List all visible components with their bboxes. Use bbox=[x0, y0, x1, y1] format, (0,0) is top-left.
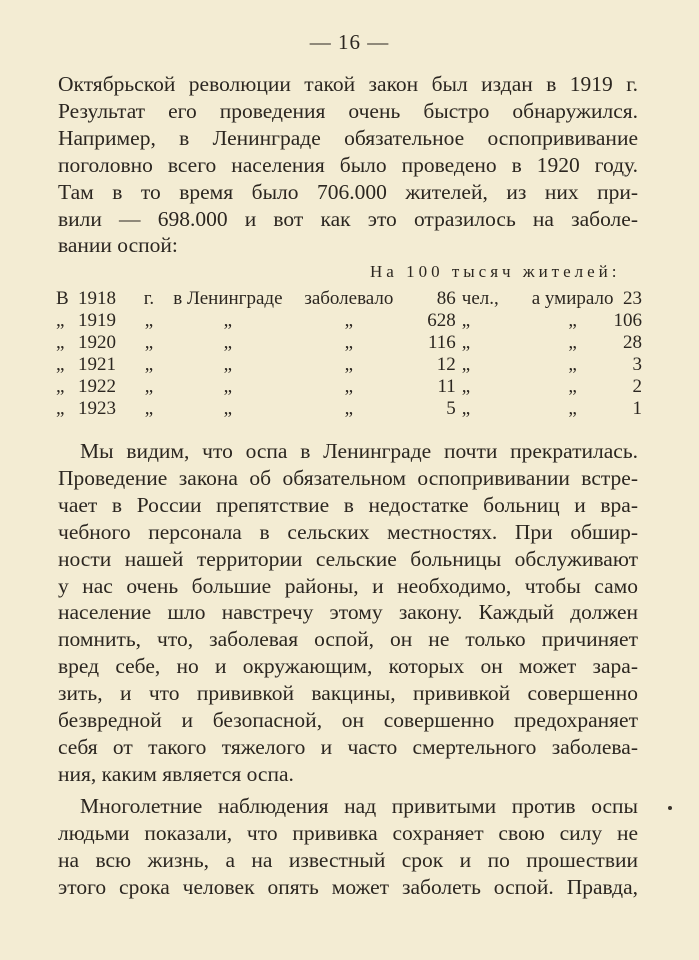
row-died-count: 106 bbox=[613, 310, 642, 331]
row-verb-died: „ bbox=[568, 354, 577, 375]
row-year: 1918 bbox=[77, 288, 116, 309]
text-line: вании оспой: bbox=[58, 233, 178, 258]
row-sick-count: 628 bbox=[427, 310, 456, 331]
text-line: на всю жизнь, а на известный срок и по прошествии bbox=[58, 847, 638, 872]
row-year: 1919 bbox=[77, 310, 116, 331]
page-number: — 16 — bbox=[309, 30, 390, 54]
row-died-count: 23 bbox=[623, 288, 642, 309]
row-city: „ bbox=[223, 310, 233, 331]
text-line: Октябрьской революции такой закон был издан в 1919 г. bbox=[58, 72, 638, 96]
row-year: 1921 bbox=[77, 354, 116, 375]
text-line: ности нашей территории сельские больницы обслуживают bbox=[58, 546, 638, 571]
text-line: вили — 698.000 и вот как это отразилось на заболе- bbox=[58, 206, 638, 231]
table-row bbox=[56, 354, 642, 376]
row-verb-died: „ bbox=[568, 398, 577, 419]
row-verb-died: „ bbox=[568, 332, 577, 353]
row-died-count: 1 bbox=[632, 398, 642, 419]
row-year: 1920 bbox=[77, 332, 116, 353]
row-sick-count: 5 bbox=[446, 398, 456, 419]
row-city: „ bbox=[223, 376, 233, 397]
row-unit: „ bbox=[461, 354, 471, 375]
text-line: ния, каким является оспа. bbox=[58, 761, 294, 786]
row-year: 1922 bbox=[77, 376, 116, 397]
row-died-count: 3 bbox=[632, 354, 642, 375]
paragraph-3 bbox=[58, 793, 638, 901]
text-line: Многолетние наблюдения над привитыми против оспы bbox=[80, 794, 638, 818]
text-line: помнить, что, заболевая оспой, он не только причиняет bbox=[58, 627, 638, 652]
text-line: Мы видим, что оспа в Ленинграде почти прекратилась. bbox=[80, 439, 638, 463]
text-line: себя от такого тяжелого и часто смертельного заболева- bbox=[58, 734, 638, 759]
table-row bbox=[56, 310, 642, 332]
table-row bbox=[56, 376, 642, 398]
row-year-abbr: г. bbox=[143, 288, 155, 309]
row-unit: „ bbox=[461, 310, 471, 331]
text-line: вред себе, но и окружающим, которых он может зара- bbox=[58, 654, 638, 679]
row-prefix: „ bbox=[56, 332, 65, 353]
table-row bbox=[56, 288, 642, 310]
text-line: население шло навстречу этому закону. Каждый должен bbox=[58, 600, 638, 625]
row-year: 1923 bbox=[77, 398, 116, 419]
row-died-count: 28 bbox=[623, 332, 642, 353]
paragraph-2 bbox=[58, 438, 638, 788]
row-unit: чел., bbox=[461, 288, 499, 309]
row-verb-died: „ bbox=[568, 310, 577, 331]
row-year-abbr: „ bbox=[144, 354, 154, 375]
row-year-abbr: „ bbox=[144, 398, 154, 419]
row-verb-sick: „ bbox=[344, 332, 354, 353]
text-line: поголовно всего населения было проведено в 1920 году. bbox=[58, 152, 638, 177]
row-unit: „ bbox=[461, 332, 471, 353]
row-prefix: „ bbox=[56, 398, 65, 419]
text-line: Например, в Ленинграде обязательное оспопрививание bbox=[58, 125, 638, 150]
row-verb-sick: „ bbox=[344, 310, 354, 331]
text-line: Результат его проведения очень быстро обнаружился. bbox=[58, 98, 638, 123]
paragraph-1 bbox=[58, 71, 638, 259]
table-row bbox=[56, 398, 642, 420]
row-verb-sick: „ bbox=[344, 398, 354, 419]
text-line: этого срока человек опять может заболеть оспой. Правда, bbox=[58, 874, 638, 899]
row-year-abbr: „ bbox=[144, 332, 154, 353]
row-prefix: В bbox=[56, 288, 69, 309]
text-line: безвредной и безопасной, он совершенно предохраняет bbox=[58, 708, 638, 733]
row-city: „ bbox=[223, 398, 233, 419]
text-line: чает в России препятствие в недостатке больниц и вра- bbox=[58, 492, 638, 517]
row-sick-count: 116 bbox=[427, 332, 456, 353]
text-line: Там в то время было 706.000 жителей, из них при- bbox=[58, 179, 638, 204]
text-line: зить, и что прививкой вакцины, прививкой совершенно bbox=[58, 681, 638, 706]
row-city: „ bbox=[223, 354, 233, 375]
row-verb-sick: заболевало bbox=[304, 288, 394, 309]
row-verb-died: „ bbox=[568, 376, 577, 397]
row-sick-count: 12 bbox=[436, 354, 456, 375]
row-sick-count: 11 bbox=[437, 376, 456, 397]
text-line: Проведение закона об обязательном оспопрививании встре- bbox=[58, 465, 638, 490]
row-prefix: „ bbox=[56, 310, 65, 331]
row-died-count: 2 bbox=[632, 376, 642, 397]
row-prefix: „ bbox=[56, 376, 65, 397]
row-verb-died: а умирало bbox=[531, 288, 614, 309]
text-line: чебного персонала в сельских местностях. При обшир- bbox=[58, 519, 638, 544]
row-verb-sick: „ bbox=[344, 354, 354, 375]
row-year-abbr: „ bbox=[144, 376, 154, 397]
text-line: людьми показали, что прививка сохраняет свою силу не bbox=[58, 820, 638, 845]
margin-dot bbox=[668, 806, 672, 810]
row-year-abbr: „ bbox=[144, 310, 154, 331]
row-unit: „ bbox=[461, 376, 471, 397]
row-city: в Ленинграде bbox=[173, 288, 283, 309]
row-prefix: „ bbox=[56, 354, 65, 375]
row-verb-sick: „ bbox=[344, 376, 354, 397]
text-line: у нас очень большие районы, и необходимо, чтобы само bbox=[58, 573, 638, 598]
row-unit: „ bbox=[461, 398, 471, 419]
table-caption: На 100 тысяч жителей: bbox=[370, 262, 621, 281]
row-city: „ bbox=[223, 332, 233, 353]
table-row bbox=[56, 332, 642, 354]
row-sick-count: 86 bbox=[436, 288, 456, 309]
smallpox-statistics-table bbox=[56, 288, 642, 420]
